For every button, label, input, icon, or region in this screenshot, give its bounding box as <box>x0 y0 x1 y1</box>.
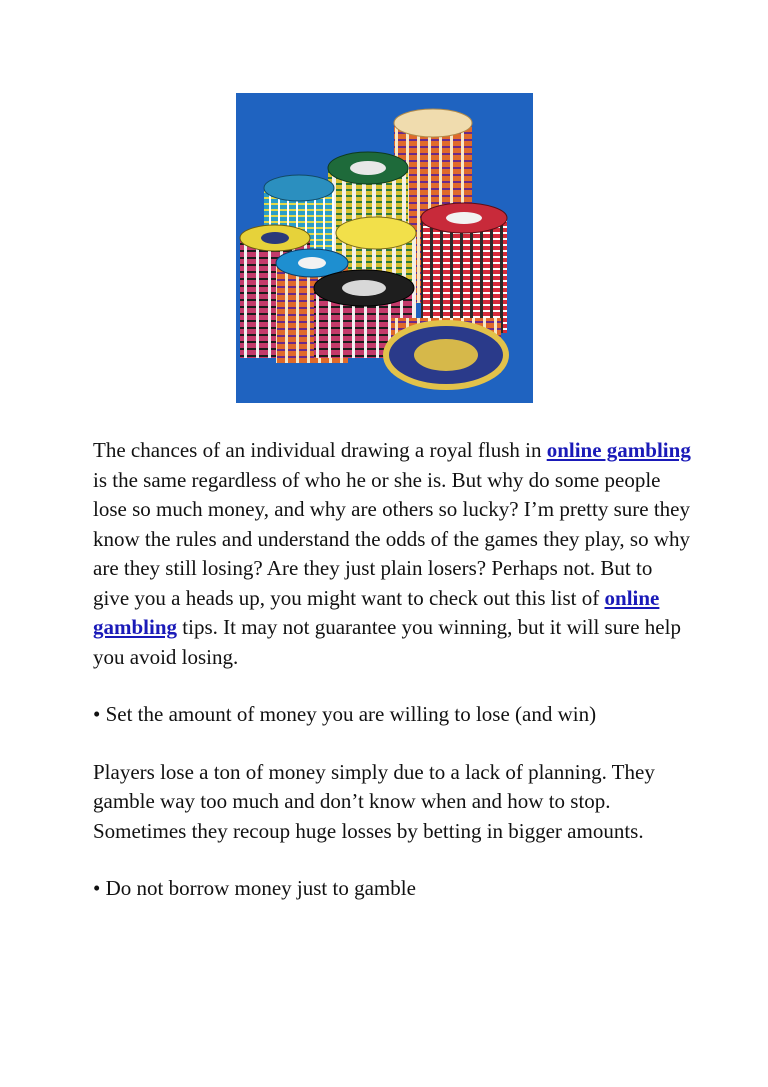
intro-paragraph <box>93 436 693 672</box>
online-gambling-link-2[interactable]: online gambling <box>93 585 660 639</box>
intro-text-1: The chances of an individual drawing a royal flush in <box>93 438 547 462</box>
intro-text-3: tips. It may not guarantee you winning, but it will sure help you avoid losing. <box>93 615 681 669</box>
intro-text-2: is the same regardless of who he or she is. But why do some people lose so much money, and why are others so lucky? I’m pretty sure they know the rules and understand the odds of the games they play, so why are they still losing? Are they just plain losers? Perhaps not. But to give you a heads up, you might want to check out this list of <box>93 467 691 610</box>
tip-bullet-2: • Do not borrow money just to gamble <box>93 876 416 900</box>
online-gambling-link-1[interactable]: online gambling <box>546 438 691 462</box>
tip-bullet-1: • Set the amount of money you are willing to lose (and win) <box>93 702 597 726</box>
casino-chips-icon <box>236 93 533 403</box>
casino-chips-image <box>236 93 533 403</box>
tip-paragraph-1: Players lose a ton of money simply due to a lack of planning. They gamble way too much and don’t know when and how to stop. Sometimes they recoup huge losses by betting in bigger amounts. <box>93 759 655 843</box>
article-body <box>93 436 693 904</box>
